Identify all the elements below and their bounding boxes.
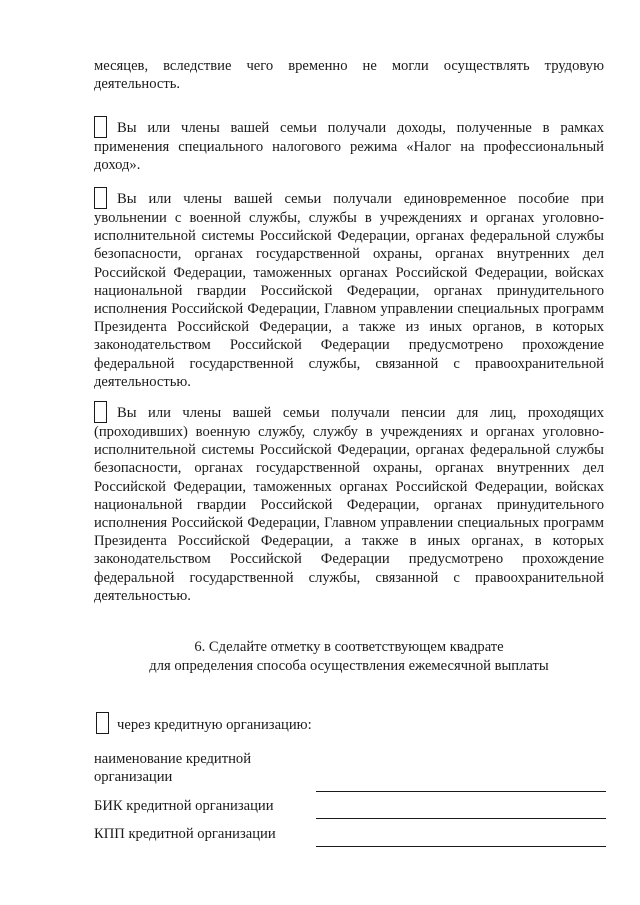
credit-organization-option-label: через кредитную организацию:: [117, 717, 312, 733]
income-option-professional-tax: [94, 116, 604, 174]
continuation-paragraph: [94, 57, 604, 93]
professional-tax-checkbox[interactable]: [94, 116, 107, 138]
section-6-heading-line1: 6. Сделайте отметку в соответствующем квадрате: [194, 639, 504, 655]
bik-label: БИК кредитной организации: [94, 798, 274, 814]
service-pension-text: Вы или члены вашей семьи получали пенсии для лиц, проходящих (проходивших) военную службу, службу в учреждениях и органах уголовно-исполнительной системы Российской Федерации, органах федеральной службы безопасности, органах государственной охраны, органах внутренних дел Российской Федерации, таможенных органах Российской Федерации, войсках национальной гвардии Российской Федерации, органах принудительного исполнения Российской Федерации, Главном управлении специальных программ Президента Российской Федерации, а также в иных органах, в которых законодательством Российской Федерации предусмотрено прохождение федеральной государственной службы, связанной с правоохранительной деятельностью.: [94, 405, 604, 604]
kpp-label: КПП кредитной организации: [94, 826, 276, 842]
income-option-service-pension: [94, 401, 604, 605]
severance-allowance-text: Вы или члены вашей семьи получали единовременное пособие при увольнении с военной службы, службы в учреждениях и органах уголовно-исполнительной системы Российской Федерации, органах федеральной службы безопасности, органах государственной охраны, органах внутренних дел Российской Федерации, таможенных органах Российской Федерации, войсках национальной гвардии Российской Федерации, органах принудительного исполнения Российской Федерации, Главном управлении специальных программ Президента Российской Федерации, а также из иных органов, в которых законодательством Российской Федерации предусмотрено прохождение федеральной государственной службы, связанной с правоохранительной деятельностью.: [94, 191, 604, 390]
kpp-field[interactable]: [316, 846, 606, 847]
credit-name-label: наименование кредитной организации: [94, 751, 252, 785]
professional-tax-text: Вы или члены вашей семьи получали доходы, полученные в рамках применения специального налогового режима «Налог на профессиональный доход».: [94, 120, 604, 174]
severance-allowance-checkbox[interactable]: [94, 187, 107, 209]
continuation-text: месяцев, вследствие чего временно не могли осуществлять трудовую деятельность.: [94, 58, 604, 93]
credit-name-field[interactable]: [316, 791, 606, 792]
section-6-heading: [94, 638, 604, 676]
credit-organization-option: [96, 712, 312, 734]
income-option-severance-allowance: [94, 187, 604, 391]
credit-organization-checkbox[interactable]: [96, 712, 109, 734]
bik-field[interactable]: [316, 818, 606, 819]
section-6-heading-line2: для определения способа осуществления ежемесячной выплаты: [149, 658, 549, 674]
service-pension-checkbox[interactable]: [94, 401, 107, 423]
